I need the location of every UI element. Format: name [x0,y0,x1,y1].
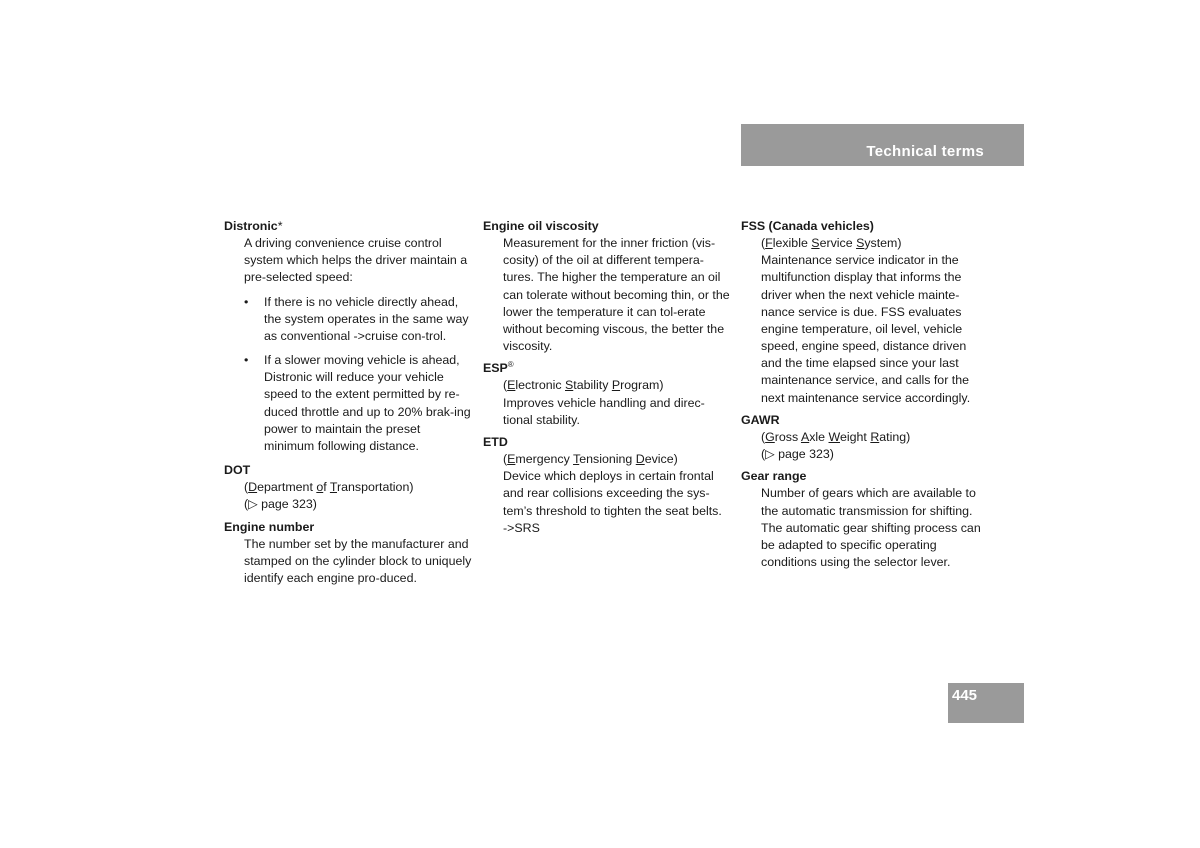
term-expansion: (Gross Axle Weight Rating) [761,429,911,444]
page-reference-link[interactable]: (▷ page 323) [761,447,834,462]
term-description: Improves vehicle handling and direc-tional stability. [503,395,705,427]
term-name: ETD [483,434,508,449]
term-gawr [741,412,989,463]
term-name: FSS (Canada vehicles) [741,219,874,233]
term-name: Engine oil viscosity [483,219,599,233]
term-name: Engine number [224,519,315,534]
term-gear-range [741,468,989,571]
footnote-asterisk: * [277,219,283,233]
term-expansion: (Electronic Stability Program) [503,378,664,393]
term-esp [483,360,731,429]
term-name: Gear range [741,469,807,484]
page-reference-link[interactable]: (▷ page 323) [244,497,317,512]
bullet-item: • If a slower moving vehicle is ahead, Distronic will reduce your vehicle speed to the extent permitted by re-duced throttle and up to 20% brak-ing power to maintain the preset minimum following distance. [244,353,471,453]
section-title: Technical terms [866,143,984,160]
glossary-column-3 [741,218,989,576]
term-expansion: (Department of Transportation) [244,480,414,495]
registered-mark: ® [507,360,514,370]
term-name: GAWR [741,412,780,427]
term-etd [483,434,731,537]
glossary-column-1 [224,218,472,592]
bullet-item: • If there is no vehicle directly ahead, the system operates in the same way as conventional ->cruise con-trol. [244,294,469,343]
term-description: Device which deploys in certain frontal and rear collisions exceeding the sys-tem’s threshold to tighten the seat belts. [503,469,722,518]
bullet-icon: • [244,353,249,368]
term-distronic [224,218,472,455]
term-expansion: (Emergency Tensioning Device) [503,452,678,467]
bullet-icon: • [244,294,249,309]
term-dot [224,462,472,513]
term-description: The number set by the manufacturer and stamped on the cylinder block to uniquely identify each engine pro-duced. [244,536,472,585]
term-description: A driving convenience cruise control system which helps the driver maintain a pre-selected speed: [244,236,468,285]
term-name: Distronic* [224,219,283,233]
cross-reference-link[interactable]: ->SRS [503,520,540,535]
page-number: 445 [948,683,1024,723]
term-engine-number [224,519,472,588]
term-description: Measurement for the inner friction (vis-cosity) of the oil at different tempera-tures. The higher the temperature an oil can tolerate without becoming thin, or the lower the temperature it can tol-erate without becoming viscous, the better the viscosity. [503,236,730,354]
term-name: DOT [224,463,251,478]
term-engine-oil-viscosity [483,218,731,355]
term-name: ESP® [483,360,514,376]
term-description: Maintenance service indicator in the multifunction display that informs the driver when the next vehicle mainte-nance service is due. FSS evaluates engine temperature, oil level, vehicle speed, engine speed, distance driven and the time elapsed since your last maintenance service, and calls for the next maintenance service accordingly. [761,253,971,405]
glossary-column-2 [483,218,731,542]
term-fss [741,218,989,407]
bullet-list [224,294,472,455]
term-description: Number of gears which are available to the automatic transmission for shifting. The automatic gear shifting process can be adapted to specific operating conditions using the selector lever. [761,486,981,569]
term-expansion: (Flexible Service System) [761,236,902,251]
section-header-bar [741,124,1024,166]
